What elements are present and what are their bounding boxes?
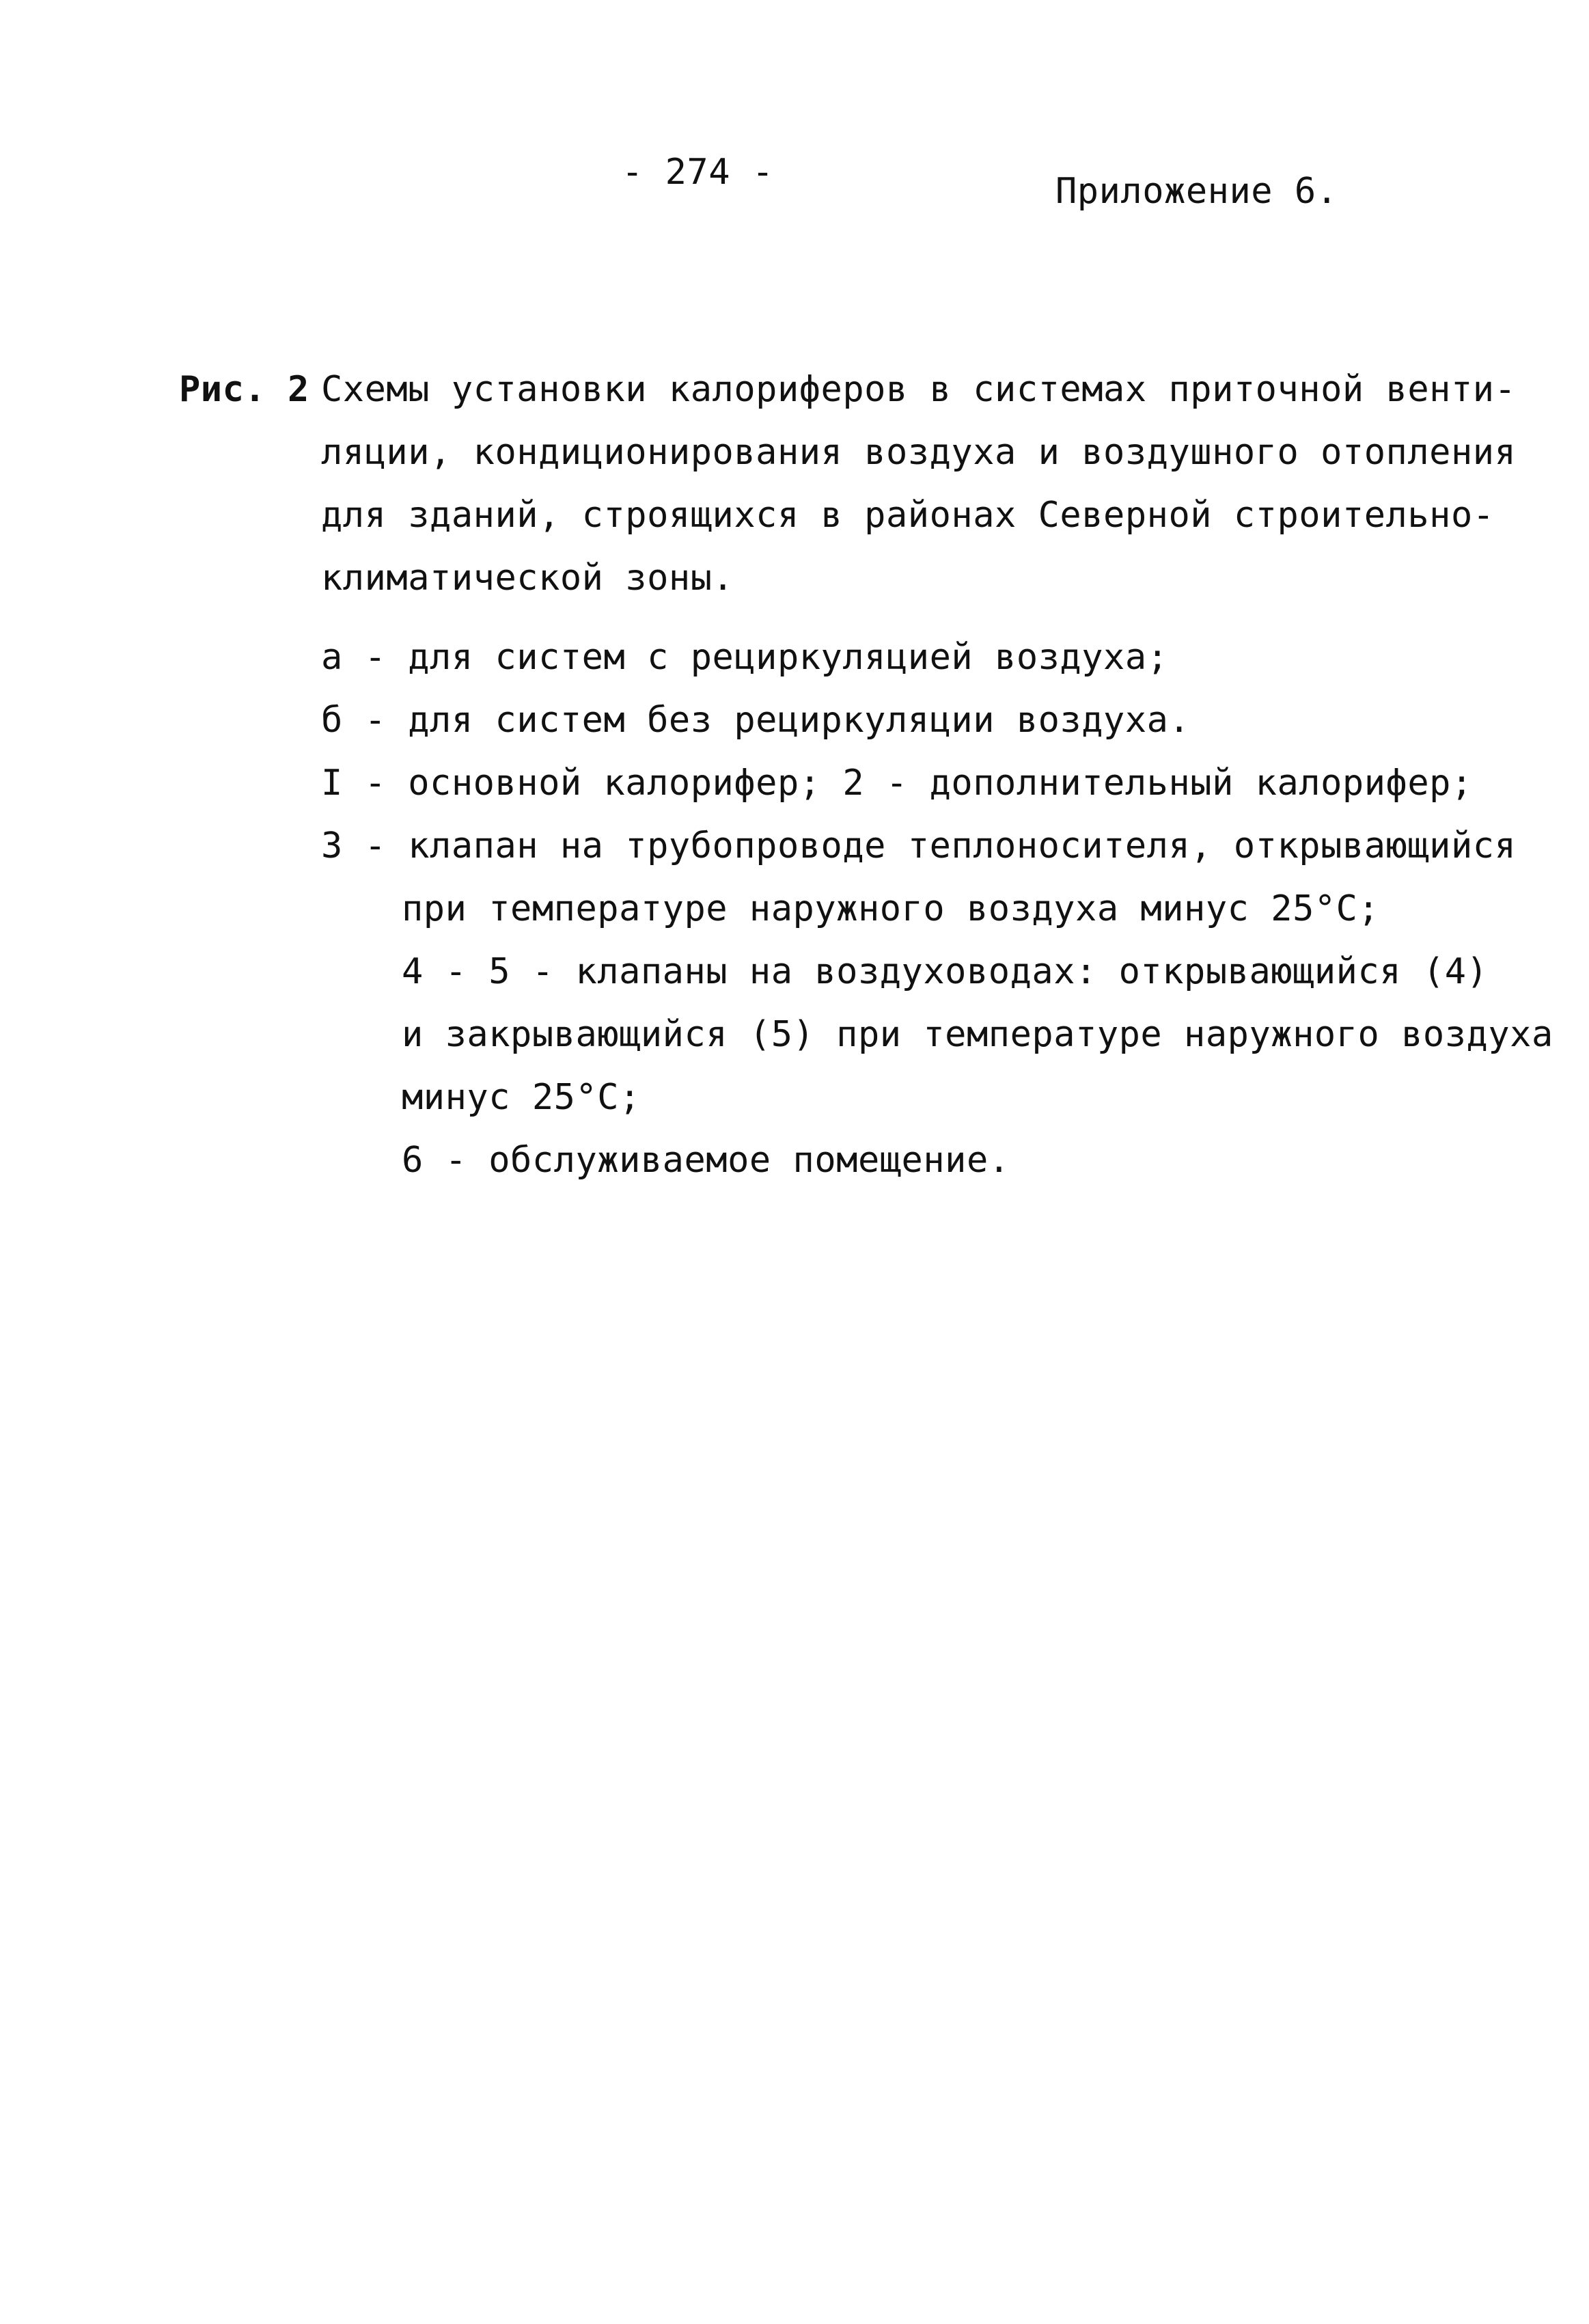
legend-item-3-continued: при температуре наружного воздуха минус 25°С; bbox=[402, 888, 1380, 929]
legend-item-a: а - для систем с рециркуляцией воздуха; bbox=[321, 637, 1169, 678]
appendix-label: Приложение 6. bbox=[1055, 171, 1338, 212]
figure-label: Рис. 2 bbox=[179, 369, 309, 410]
legend-item-1-2: I - основной калорифер; 2 - дополнительный калорифер; bbox=[321, 763, 1473, 804]
figure-caption-line: для зданий, строящихся в районах Северной строительно- bbox=[321, 495, 1495, 536]
legend-item-6: 6 - обслуживаемое помещение. bbox=[402, 1140, 1010, 1181]
figure-caption-line: ляции, кондиционирования воздуха и воздушного отопления bbox=[321, 432, 1517, 473]
figure-caption-line: климатической зоны. bbox=[321, 558, 734, 599]
figure-caption-line: Схемы установки калориферов в системах приточной венти- bbox=[321, 369, 1517, 410]
legend-item-b: б - для систем без рециркуляции воздуха. bbox=[321, 700, 1191, 741]
legend-item-4-5: 4 - 5 - клапаны на воздуховодах: открывающийся (4) bbox=[402, 951, 1489, 992]
legend-item-3: 3 - клапан на трубопроводе теплоносителя, открывающийся bbox=[321, 825, 1517, 866]
page-number: - 274 - bbox=[622, 152, 774, 193]
legend-item-4-5-continued: минус 25°С; bbox=[402, 1077, 641, 1118]
legend-item-4-5-continued: и закрывающийся (5) при температуре наружного воздуха bbox=[402, 1014, 1553, 1055]
